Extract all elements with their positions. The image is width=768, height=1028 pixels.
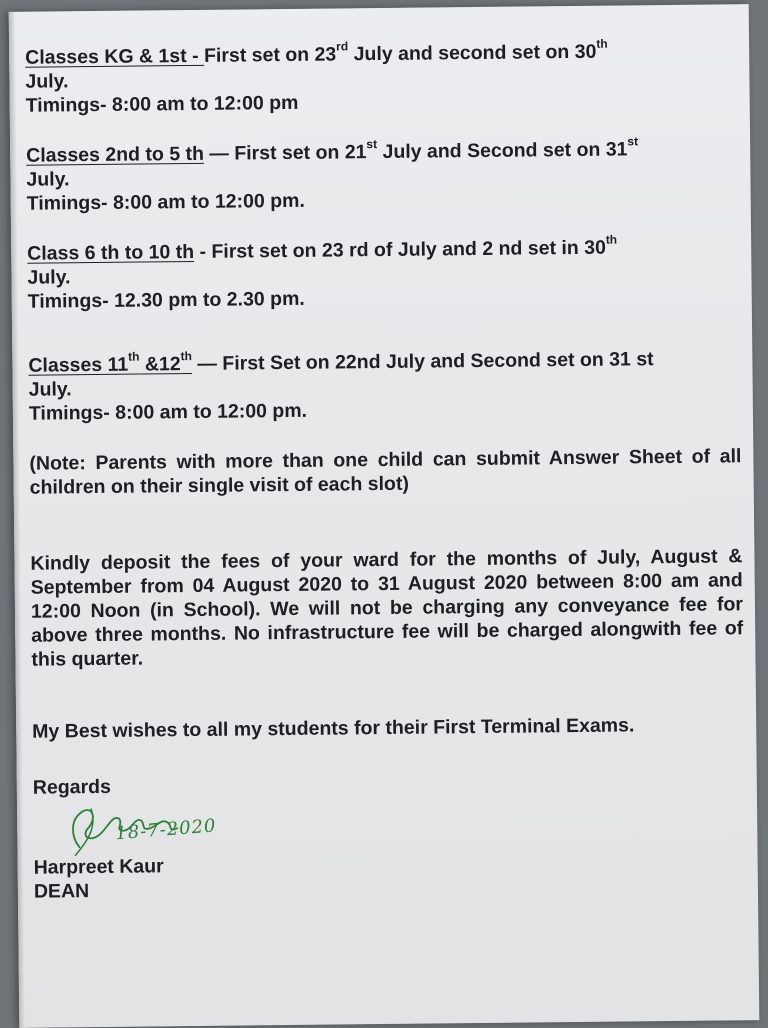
schedule-month: July.: [25, 70, 69, 93]
class-label: [28, 348, 193, 377]
best-wishes: My Best wishes to all my students for their First Terminal Exams.: [32, 714, 635, 743]
schedule-text: First set on 21: [234, 141, 367, 165]
schedule-month: July.: [28, 378, 72, 401]
signature-block: [33, 815, 746, 903]
note-paragraph: (Note: Parents with more than one child can submit Answer Sheet of all children on their single visit of each slot): [29, 445, 742, 499]
ordinal-suffix: rd: [336, 38, 349, 53]
schedule-6th-10th: [27, 234, 740, 313]
timings: Timings- 8:00 am to 12:00 pm.: [26, 189, 305, 215]
class-label-part: Classes 11: [28, 353, 129, 377]
timings: Timings- 8:00 am to 12:00 pm: [25, 91, 299, 117]
ordinal-suffix: st: [366, 136, 378, 151]
separator: —: [203, 142, 235, 165]
schedule-text: July and second set on 30: [348, 40, 597, 66]
regards: Regards: [32, 775, 111, 799]
separator: -: [193, 240, 212, 263]
schedule-month: July.: [27, 266, 71, 289]
signatory-name: Harpreet Kaur: [33, 855, 164, 879]
schedule-2nd-5th: [26, 133, 739, 215]
separator: -: [186, 44, 205, 68]
schedule-text: — First Set on 22nd July and Second set on 31 st: [191, 348, 654, 376]
class-label: Classes KG & 1st: [25, 45, 187, 69]
class-label: Classes 2nd to 5 th: [26, 142, 205, 167]
fees-paragraph: Kindly deposit the fees of your ward for the months of July, August & September from 04 August 2020 to 31 August 2020 between 8:00 am and 12:00 Noon (in School). We will not be charging any conveyance fee for above three months. No infrastructure fee will be charged alongwith fee of this quarter.: [30, 545, 744, 671]
page-fold-edge: [9, 12, 26, 1028]
timings: Timings- 12.30 pm to 2.30 pm.: [27, 287, 305, 313]
signature-date: 18-7-2020: [114, 815, 218, 845]
notice-body: [25, 38, 746, 903]
schedule-text: First set on 23: [203, 43, 337, 67]
ordinal-suffix: th: [605, 232, 618, 247]
signatory-designation: DEAN: [33, 880, 90, 903]
timings: Timings- 8:00 am to 12:00 pm.: [28, 399, 308, 425]
ordinal-suffix: th: [596, 36, 608, 51]
class-label-part: &12: [139, 353, 181, 376]
schedule-text: First set on 23 rd of July and 2 nd set in 30: [211, 236, 606, 263]
schedule-11th-12th: [28, 346, 741, 425]
ordinal-suffix: th: [180, 348, 193, 363]
ordinal-suffix: st: [627, 133, 639, 148]
schedule-kg-1st: [25, 38, 738, 117]
schedule-text: July and Second set on 31: [377, 138, 628, 164]
class-label: Class 6 th to 10 th: [27, 240, 195, 265]
schedule-month: July.: [26, 168, 70, 191]
document-page: [9, 4, 760, 1028]
ordinal-suffix: th: [128, 349, 140, 364]
